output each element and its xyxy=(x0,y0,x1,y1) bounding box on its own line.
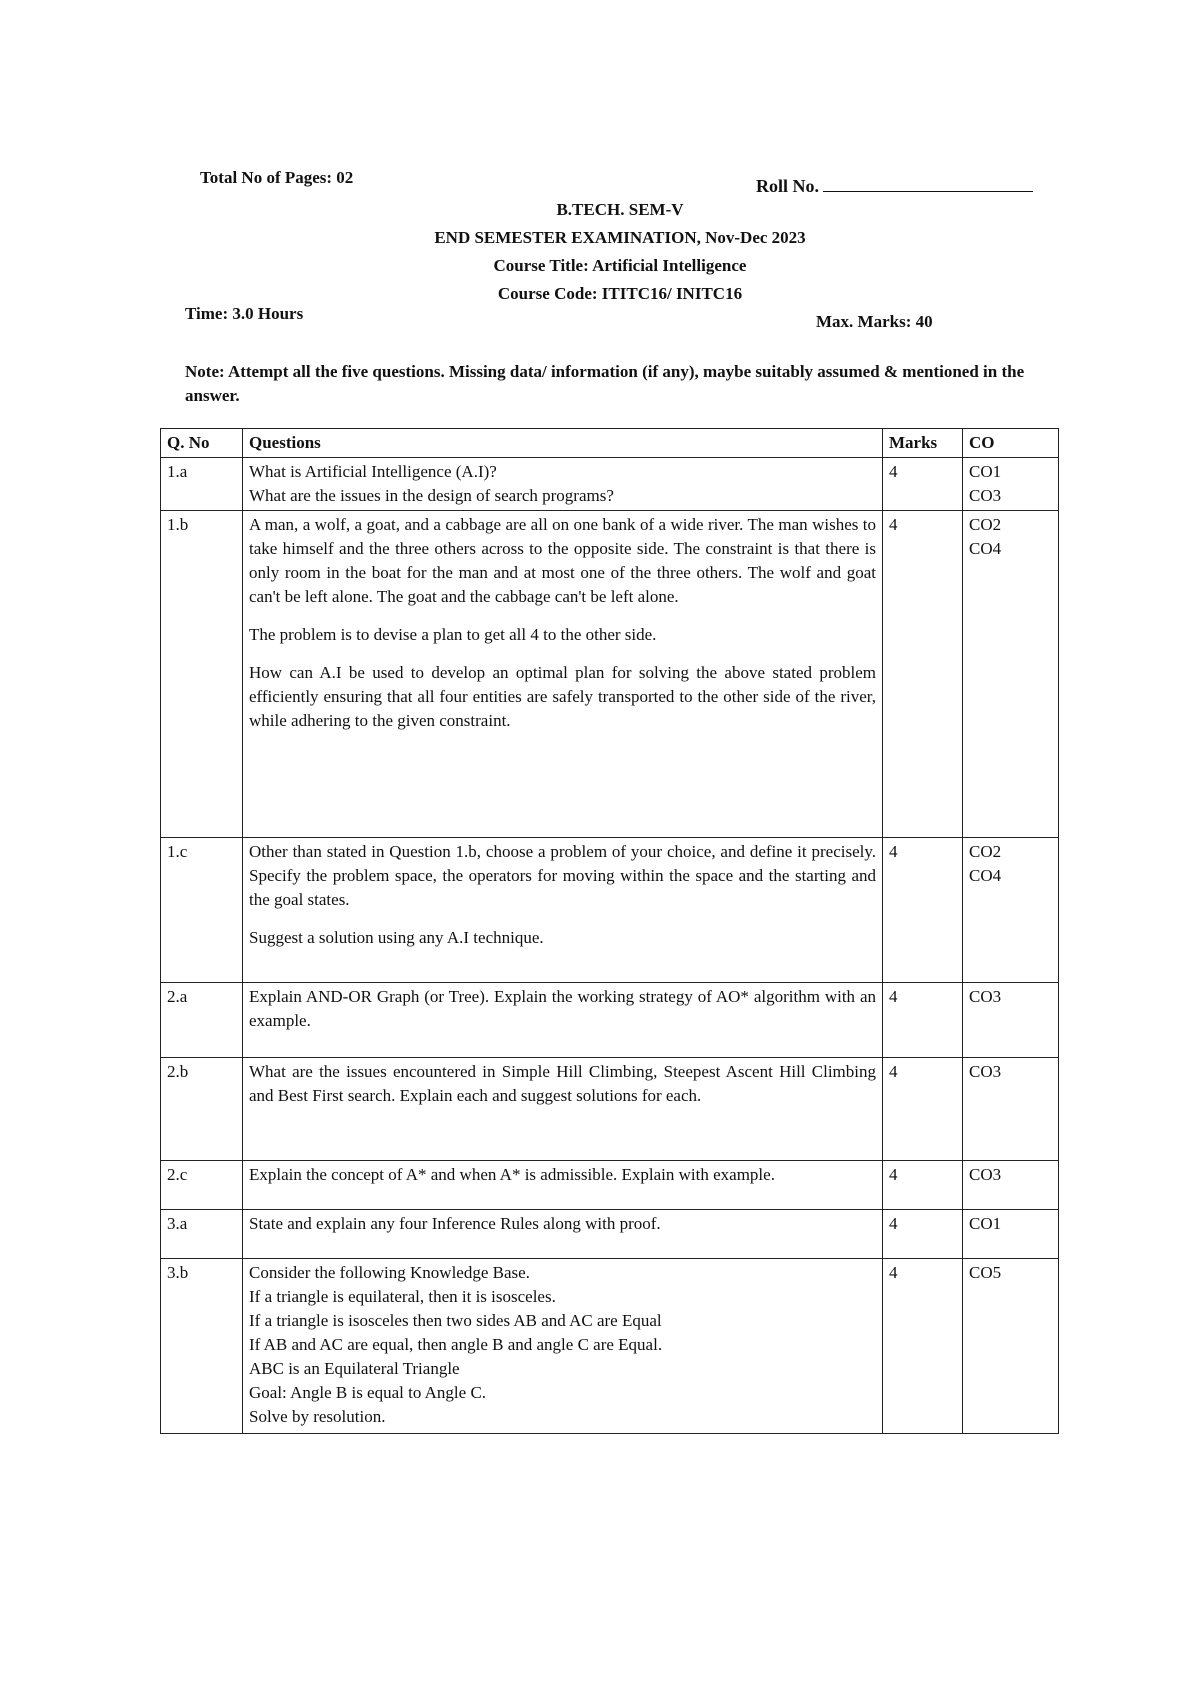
co-value: CO2 xyxy=(969,515,1002,534)
qno-cell: 3.a xyxy=(161,1210,243,1259)
question-line: What are the issues in the design of search programs? xyxy=(249,486,614,505)
course-code: Course Code: ITITC16/ INITC16 xyxy=(497,284,743,303)
exam-time: Time: 3.0 Hours xyxy=(185,304,304,323)
header-qno: Q. No xyxy=(161,429,243,458)
question-line: What is Artificial Intelligence (A.I)? xyxy=(249,462,497,481)
question-cell xyxy=(243,1058,883,1161)
co-value: CO4 xyxy=(969,866,1002,885)
question-cell xyxy=(243,1161,883,1210)
question-paragraph: Other than stated in Question 1.b, choose a problem of your choice, and define it precisely. Specify the problem space, the operators for moving within the space and the starting and the goal states. xyxy=(249,842,876,909)
question-paragraph: The problem is to devise a plan to get all 4 to the other side. xyxy=(249,625,657,644)
qno-cell: 1.b xyxy=(161,511,243,838)
qno-cell: 2.b xyxy=(161,1058,243,1161)
questions-table xyxy=(160,428,1059,1434)
table-row xyxy=(161,983,1059,1058)
header-co: CO xyxy=(963,429,1059,458)
co-cell xyxy=(963,983,1059,1058)
course-title: Course Title: Artificial Intelligence xyxy=(493,256,747,275)
question-cell xyxy=(243,458,883,511)
question-paragraph: State and explain any four Inference Rules along with proof. xyxy=(249,1214,661,1233)
co-value: CO3 xyxy=(969,987,1002,1006)
marks-cell: 4 xyxy=(883,1210,963,1259)
co-cell xyxy=(963,1161,1059,1210)
question-paragraph: How can A.I be used to develop an optimal plan for solving the above stated problem efficiently ensuring that all four entities are safely transported to the other side of the river, while adhering to the given constraint. xyxy=(249,663,876,730)
question-line: Solve by resolution. xyxy=(249,1407,386,1426)
qno-cell: 3.b xyxy=(161,1259,243,1434)
question-line: Goal: Angle B is equal to Angle C. xyxy=(249,1383,487,1402)
qno-cell: 1.a xyxy=(161,458,243,511)
question-line: ABC is an Equilateral Triangle xyxy=(249,1359,460,1378)
header-questions: Questions xyxy=(243,429,883,458)
table-row xyxy=(161,458,1059,511)
question-paragraph: Explain the concept of A* and when A* is admissible. Explain with example. xyxy=(249,1165,775,1184)
marks-cell: 4 xyxy=(883,458,963,511)
co-cell xyxy=(963,458,1059,511)
co-value: CO3 xyxy=(969,1165,1002,1184)
question-cell xyxy=(243,1210,883,1259)
marks-cell: 4 xyxy=(883,511,963,838)
question-cell xyxy=(243,511,883,838)
question-cell xyxy=(243,983,883,1058)
table-row xyxy=(161,1058,1059,1161)
question-cell xyxy=(243,1259,883,1434)
question-line: If AB and AC are equal, then angle B and angle C are Equal. xyxy=(249,1335,663,1354)
table-row xyxy=(161,511,1059,838)
table-row xyxy=(161,1161,1059,1210)
qno-cell: 2.c xyxy=(161,1161,243,1210)
question-line: If a triangle is isosceles then two sides AB and AC are Equal xyxy=(249,1311,662,1330)
co-value: CO1 xyxy=(969,1214,1002,1233)
question-line: If a triangle is equilateral, then it is isosceles. xyxy=(249,1287,556,1306)
table-row xyxy=(161,1259,1059,1434)
exam-title: END SEMESTER EXAMINATION, Nov-Dec 2023 xyxy=(434,228,806,247)
marks-cell: 4 xyxy=(883,1259,963,1434)
marks-cell: 4 xyxy=(883,838,963,983)
table-header-row xyxy=(161,429,1059,458)
question-paragraph: A man, a wolf, a goat, and a cabbage are all on one bank of a wide river. The man wishes to take himself and the three others across to the opposite side. The constraint is that there is only room in the boat for the man and at most one of the three others. The wolf and goat can't be left alone. The goat and the cabbage can't be left alone. xyxy=(249,515,876,606)
co-value: CO3 xyxy=(969,486,1002,505)
qno-cell: 2.a xyxy=(161,983,243,1058)
co-value: CO1 xyxy=(969,462,1002,481)
exam-heading xyxy=(360,196,880,308)
program-title: B.TECH. SEM-V xyxy=(556,200,684,219)
question-cell xyxy=(243,838,883,983)
max-marks: Max. Marks: 40 xyxy=(816,312,933,331)
co-cell xyxy=(963,1058,1059,1161)
roll-no-blank xyxy=(823,177,1033,192)
marks-cell: 4 xyxy=(883,983,963,1058)
co-cell xyxy=(963,1259,1059,1434)
question-paragraph: Suggest a solution using any A.I technique. xyxy=(249,928,544,947)
total-pages: Total No of Pages: 02 xyxy=(200,168,354,187)
question-paragraph: What are the issues encountered in Simple Hill Climbing, Steepest Ascent Hill Climbing and Best First search. Explain each and suggest solutions for each. xyxy=(249,1062,876,1105)
co-cell xyxy=(963,1210,1059,1259)
question-paragraph: Explain AND-OR Graph (or Tree). Explain the working strategy of AO* algorithm with an example. xyxy=(249,987,876,1030)
table-row xyxy=(161,838,1059,983)
marks-cell: 4 xyxy=(883,1161,963,1210)
question-line: Consider the following Knowledge Base. xyxy=(249,1263,530,1282)
marks-cell: 4 xyxy=(883,1058,963,1161)
table-row xyxy=(161,1210,1059,1259)
roll-no-label: Roll No. xyxy=(756,176,819,196)
header-marks: Marks xyxy=(883,429,963,458)
co-value: CO2 xyxy=(969,842,1002,861)
qno-cell: 1.c xyxy=(161,838,243,983)
co-value: CO3 xyxy=(969,1062,1002,1081)
co-value: CO4 xyxy=(969,539,1002,558)
co-cell xyxy=(963,838,1059,983)
exam-note: Note: Attempt all the five questions. Missing data/ information (if any), maybe suitably assumed & mentioned in the answer. xyxy=(185,362,1025,405)
co-cell xyxy=(963,511,1059,838)
co-value: CO5 xyxy=(969,1263,1002,1282)
roll-no-field xyxy=(756,176,1033,197)
